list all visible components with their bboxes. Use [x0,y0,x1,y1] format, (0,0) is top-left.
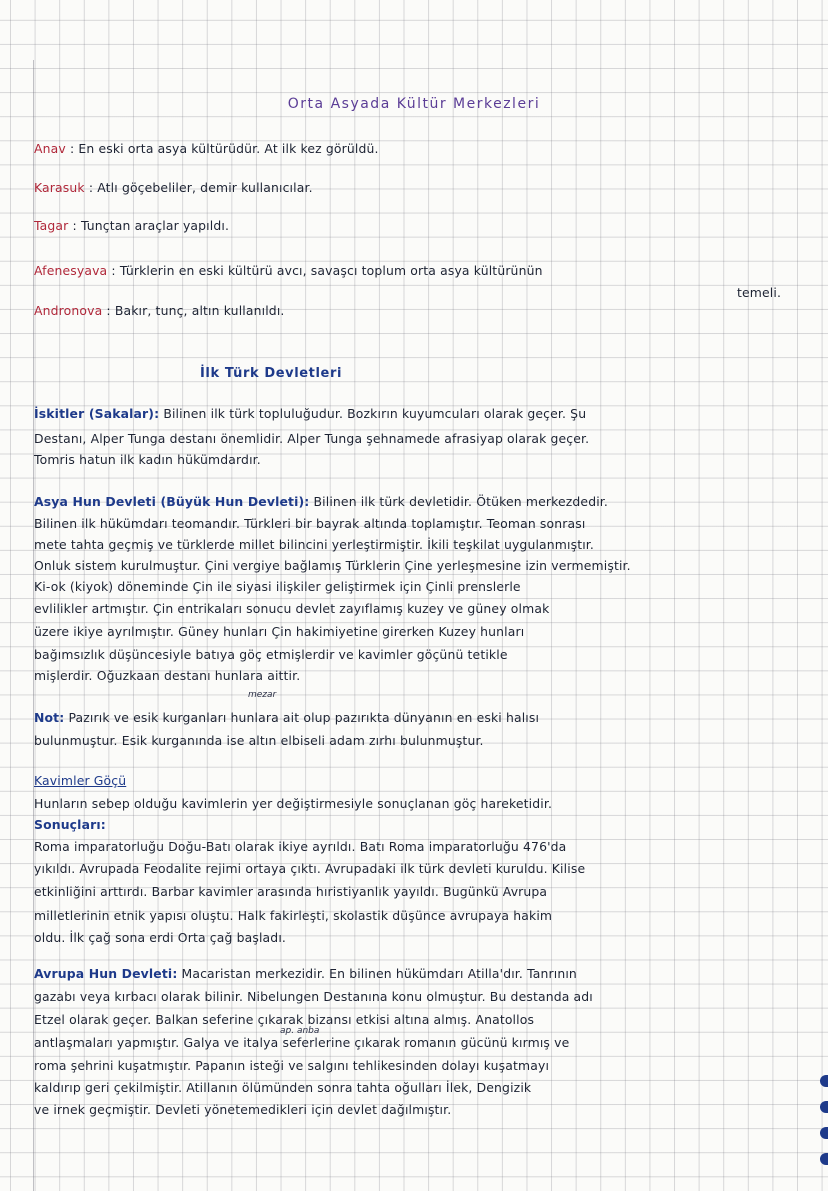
asya-hun-first: Bilinen ilk türk devletidir. Ötüken merkezdedir. [313,494,608,509]
culture-anav: Anav : En eski orta asya kültürüdür. At ilk kez görüldü. [34,141,379,156]
kavimler-result-line: Roma imparatorluğu Doğu-Batı olarak ikiye ayrıldı. Batı Roma imparatorluğu 476'da [34,839,567,854]
asya-hun-line: üzere ikiye ayrılmıştır. Güney hunları Çin hakimiyetine girerken Kuzey hunları [34,624,525,639]
culture-term: Afenesyava [34,263,108,278]
avrupa-hun-first: Macaristan merkezidir. En bilinen hükümdarı Atilla'dır. Tanrının [181,966,577,981]
avrupa-hun-annotation: ap. anba [280,1026,320,1036]
asya-hun-line: mete tahta geçmiş ve türklerde millet bilincini yerleştirmiştir. İkili teşkilat uygulanmıştır. [34,537,594,552]
iskitler-line-3: Tomris hatun ilk kadın hükümdardır. [34,452,261,467]
asya-hun-line-1 [34,494,608,510]
culture-text: Bakır, tunç, altın kullanıldı. [114,303,285,318]
avrupa-hun-line: antlaşmaları yapmıştır. Galya ve italya seferlerine çıkarak romanın gücünü kırmış ve [34,1035,570,1050]
asya-hun-label: Asya Hun Devleti (Büyük Hun Devleti): [34,494,310,509]
avrupa-hun-line: ve irnek geçmiştir. Devleti yönetemedikleri için devlet dağılmıştır. [34,1102,452,1117]
kavimler-result-line: oldu. İlk çağ sona erdi Orta çağ başladı. [34,930,286,945]
note-text: Pazırık ve esik kurganları hunlara ait olup pazırıkta dünyanın en eski halısı [68,710,540,725]
binder-rings [820,1075,828,1191]
kavimler-result-line: yıkıldı. Avrupada Feodalite rejimi ortaya çıktı. Avrupadaki ilk türk devleti kuruldu. Kilise [34,861,586,876]
avrupa-hun-label: Avrupa Hun Devleti: [34,966,178,981]
iskitler-line-2: Destanı, Alper Tunga destanı önemlidir. Alper Tunga şehnamede afrasiyap olarak geçer. [34,431,590,446]
kavimler-result-line: etkinliğini arttırdı. Barbar kavimler arasında hıristiyanlık yayıldı. Bugünkü Avrupa [34,884,548,899]
avrupa-hun-line: roma şehrini kuşatmıştır. Papanın isteği ve salgını tehlikesinden dolayı kuşatmayı [34,1058,550,1073]
note-label: Not: [34,710,65,725]
asya-hun-line: evlilikler artmıştır. Çin entrikaları sonucu devlet zayıflamış kuzey ve güney olmak [34,601,550,616]
kavimler-result-line: milletlerinin etnik yapısı oluştu. Halk fakirleşti, skolastik düşünce avrupaya hakim [34,908,553,923]
avrupa-hun-line: gazabı veya kırbacı olarak bilinir. Nibelungen Destanına konu olmuştur. Bu destanda adı [34,989,593,1004]
binder-ring [820,1075,828,1087]
binder-ring [820,1127,828,1139]
culture-text: Atlı göçebeliler, demir kullanıcılar. [97,180,313,195]
note-line-1 [34,710,539,726]
culture-term: Tagar [34,218,69,233]
iskitler-text: Bilinen ilk türk topluluğudur. Bozkırın kuyumcuları olarak geçer. Şu [163,406,587,421]
iskitler-label: İskitler (Sakalar): [34,406,160,421]
culture-term: Karasuk [34,180,85,195]
asya-hun-line: bağımsızlık düşüncesiyle batıya göç etmişlerdir ve kavimler göçünü tetikle [34,647,508,662]
avrupa-hun-line-1 [34,966,577,982]
culture-term: Anav [34,141,66,156]
avrupa-hun-line: Etzel olarak geçer. Balkan seferine çıkarak bizansı etkisi altına almış. Anatollos [34,1012,535,1027]
page-title: Orta Asyada Kültür Merkezleri [287,96,541,112]
asya-hun-line: Bilinen ilk hükümdarı teomandır. Türkleri bir bayrak altında toplamıştır. Teoman sonrası [34,516,586,531]
culture-text: Türklerin en eski kültürü avcı, savaşcı toplum orta asya kültürünün [119,263,543,278]
avrupa-hun-line: kaldırıp geri çekilmiştir. Atillanın ölümünden sonra tahta oğulları İlek, Dengizik [34,1080,532,1095]
culture-andronova: Andronova : Bakır, tunç, altın kullanıldı. [34,303,285,318]
iskitler-line-1 [34,406,586,422]
asya-hun-line: Onluk sistem kurulmuştur. Çini vergiye bağlamış Türklerin Çine yerleşmesine izin vermemiştir. [34,558,631,573]
note-line-2: bulunmuştur. Esik kurganında ise altın elbiseli adam zırhı bulunmuştur. [34,733,484,748]
kavimler-line: Hunların sebep olduğu kavimlerin yer değiştirmesiyle sonuçlanan göç hareketidir. [34,796,553,811]
asya-hun-line: Ki-ok (kiyok) döneminde Çin ile siyasi ilişkiler geliştirmek için Çinli prenslerle [34,579,521,594]
binder-ring [820,1101,828,1113]
culture-karasuk: Karasuk : Atlı göçebeliler, demir kullanıcılar. [34,180,313,195]
note-annotation: mezar [248,690,277,700]
asya-hun-line: mişlerdir. Oğuzkaan destanı hunlara aittir. [34,668,301,683]
section-title: İlk Türk Devletleri [200,366,343,381]
culture-term: Andronova [34,303,103,318]
culture-text: Tunçtan araçlar yapıldı. [80,218,230,233]
culture-text: En eski orta asya kültürüdür. At ilk kez görüldü. [78,141,379,156]
kavimler-results-label: Sonuçları: [34,817,106,832]
culture-afenesyava: Afenesyava : Türklerin en eski kültürü avcı, savaşcı toplum orta asya kültürünün [34,263,543,278]
binder-ring [820,1153,828,1165]
culture-text-continued: temeli. [737,285,782,300]
kavimler-title: Kavimler Göçü [34,773,127,788]
culture-tagar: Tagar : Tunçtan araçlar yapıldı. [34,218,230,233]
